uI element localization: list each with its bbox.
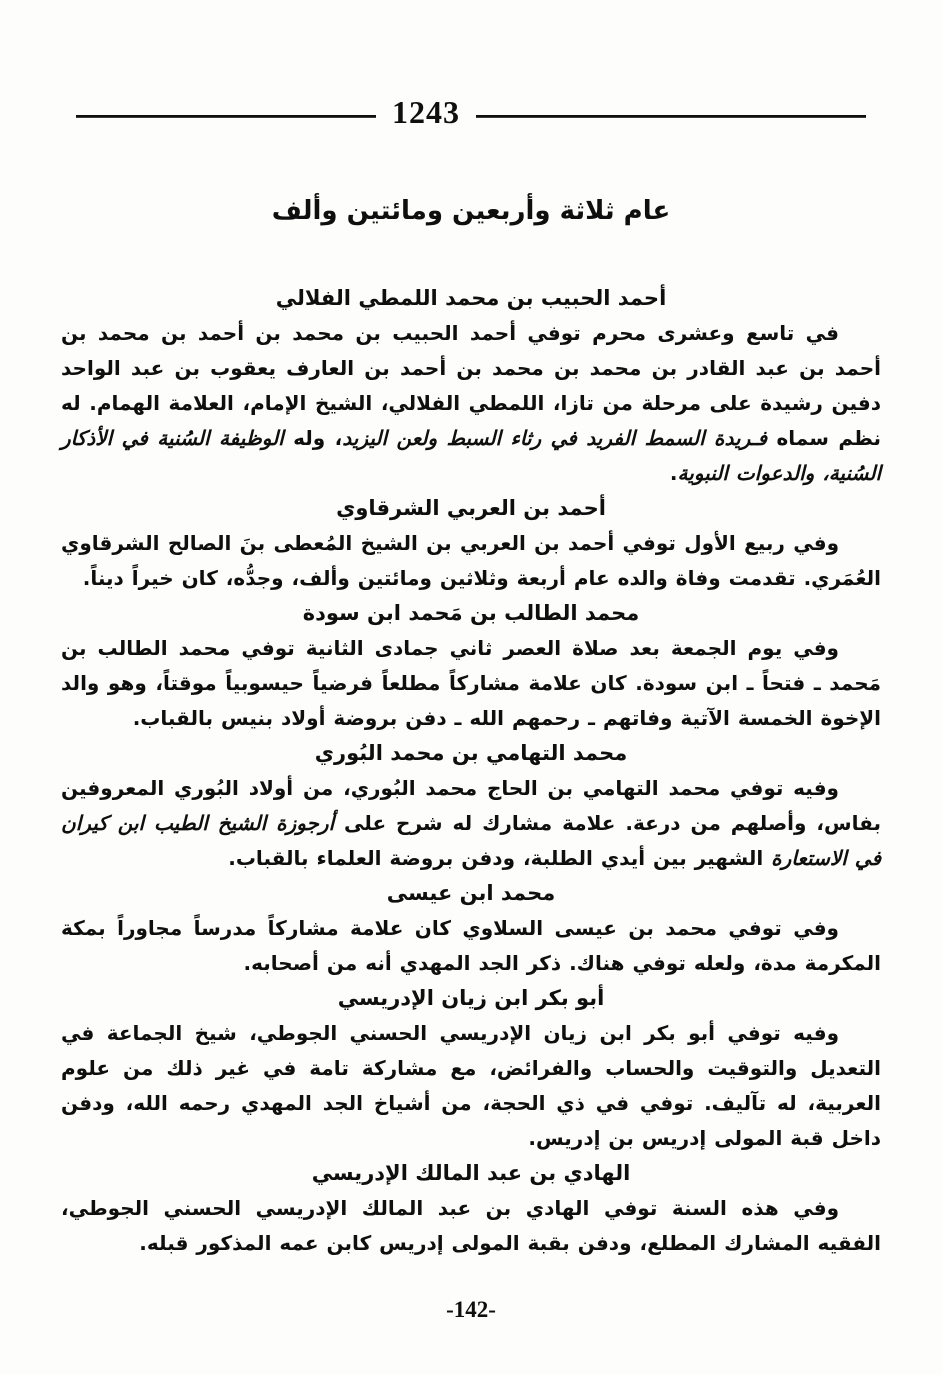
paragraph-text: وفيه توفي أبو بكر ابن زيان الإدريسي الحسني الجوطي، شيخ الجماعة في التعديل والتوقيت والحساب والفرائض، مع مشاركة تامة في غير ذلك من علوم العربية، له تآليف. توفي في ذي الحجة، من أشياخ الجد المهدي رحمه الله، ودفن داخل قبة المولى إدريس بن إدريس. xyxy=(61,1021,881,1150)
page-number: -142- xyxy=(446,1297,496,1322)
section-paragraph xyxy=(61,911,881,981)
section-heading: محمد الطالب بن مَحمد ابن سودة xyxy=(302,601,640,625)
section-heading: أحمد الحبيب بن محمد اللمطي الفلالي xyxy=(275,286,667,310)
section-paragraph xyxy=(61,316,881,491)
book-title-text: فـريدة السمط الفريد في رثاء السبط ولعن اليزيد xyxy=(342,426,768,450)
page-title: عام ثلاثة وأربعين ومائتين وألف xyxy=(271,196,671,226)
section-heading: الهادي بن عبد المالك الإدريسي xyxy=(311,1161,631,1185)
obituary-section xyxy=(61,491,881,596)
paragraph-text: وفي هذه السنة توفي الهادي بن عبد المالك الإدريسي الحسني الجوطي، الفقيه المشارك المطلع، ودفن بقبة المولى إدريس كابن عمه المذكور قبله. xyxy=(61,1196,881,1255)
book-title-text: الوظيفة السُنية في الأذكار السُنية، والدعوات النبوية xyxy=(61,426,881,485)
paragraph-text: وفي توفي محمد بن عيسى السلاوي كان علامة مشاركاً مدرساً مجاوراً بمكة المكرمة مدة، ولعله توفي هناك. ذكر الجد المهدي أنه من أصحابه. xyxy=(61,916,881,975)
page-header xyxy=(0,94,942,132)
obituary-section xyxy=(61,596,881,736)
section-paragraph xyxy=(61,1191,881,1261)
paragraph-text: في تاسع وعشرى محرم توفي أحمد الحبيب بن محمد بن أحمد بن محمد بن أحمد بن عبد القادر بن محمد بن محمد بن أحمد بن العارف يعقوب بن عبد الواحد دفين رشيدة على مرحلة من تازا، اللمطي الفلالي، الشيخ الإمام، العلامة الهمام. له نظم سماه xyxy=(61,321,881,450)
paragraph-text: وفي يوم الجمعة بعد صلاة العصر ثاني جمادى الثانية توفي محمد الطالب بن مَحمد ـ فتحاً ـ ابن سودة. كان علامة مشاركاً مطلعاً فرضياً حيسوبياً موقتاً، وهو والد الإخوة الخمسة الآتية وفاتهم ـ رحمهم الله ـ دفن بروضة أولاد بنيس بالقباب. xyxy=(61,636,881,730)
section-heading: محمد التهامي بن محمد البُوري xyxy=(314,741,628,765)
header-rule-left xyxy=(76,115,376,118)
obituary-section xyxy=(61,981,881,1156)
section-paragraph xyxy=(61,1016,881,1156)
hijri-year-label: 1243 xyxy=(392,94,460,130)
paragraph-text: . xyxy=(669,461,678,485)
section-paragraph xyxy=(61,526,881,596)
paragraph-text: وفي ربيع الأول توفي أحمد بن العربي بن الشيخ المُعطى بنَ الصالح الشرقاوي العُمَري. تقدمت وفاة والده عام أربعة وثلاثين ومائتين وألف، وجدُّه، كان خيراً ديناً. xyxy=(61,531,881,590)
section-heading: أبو بكر ابن زيان الإدريسي xyxy=(337,986,605,1010)
section-paragraph xyxy=(61,771,881,876)
obituary-section xyxy=(61,876,881,981)
section-heading: محمد ابن عيسى xyxy=(386,881,556,905)
paragraph-text: الشهير بين أيدي الطلبة، ودفن بروضة العلماء بالقباب. xyxy=(228,846,772,870)
header-rule-right xyxy=(476,115,866,118)
section-paragraph xyxy=(61,631,881,736)
book-title-text: أرجوزة الشيخ الطيب ابن كيران في الاستعارة xyxy=(61,811,881,870)
obituary-section xyxy=(61,281,881,491)
obituary-section xyxy=(61,1156,881,1261)
paragraph-text: ، وله xyxy=(283,426,343,450)
section-heading: أحمد بن العربي الشرقاوي xyxy=(336,496,606,520)
obituaries-content xyxy=(61,281,881,1261)
paragraph-text: وفيه توفي محمد التهامي بن الحاج محمد البُوري، من أولاد البُوري المعروفين بفاس، وأصلهم من درعة. علامة مشارك له شرح على xyxy=(61,776,881,835)
obituary-section xyxy=(61,736,881,876)
